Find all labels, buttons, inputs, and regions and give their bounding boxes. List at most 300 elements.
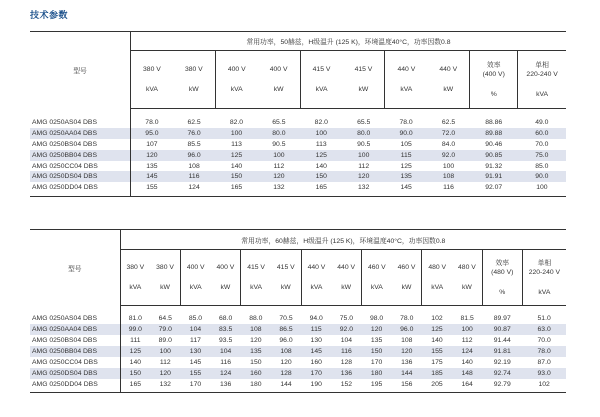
value-cell: 116 — [331, 346, 361, 357]
value-cell: 140 — [431, 337, 443, 345]
header-spacer — [121, 272, 151, 283]
value-cell: 108 — [241, 324, 271, 335]
value-cell: 81.0 — [128, 315, 142, 323]
spacer-cell — [30, 193, 130, 196]
column-header — [422, 250, 452, 306]
table-row — [30, 171, 566, 182]
value-cell: 96.0 — [279, 337, 293, 345]
value-cell: 108 — [188, 162, 200, 170]
value-cell: 100 — [258, 150, 300, 161]
efficiency-voltage: (480 V) — [491, 268, 514, 276]
value-cell: 155 — [146, 184, 158, 192]
value-cell: 108 — [271, 346, 301, 357]
model-column-header: 型号 — [30, 32, 130, 109]
value-cell: 135 — [241, 346, 271, 357]
value-cell: 165 — [230, 184, 243, 192]
value-cell: 68.0 — [219, 315, 233, 323]
value-cell: 85.5 — [187, 140, 201, 148]
value-cell: 135 — [146, 162, 158, 170]
single-phase-voltage: 220-240 V — [528, 268, 561, 276]
value-cell: 92.0 — [427, 150, 469, 161]
voltage-label: 400 V — [186, 264, 205, 271]
value-cell: 62.5 — [441, 119, 456, 127]
value-cell: 99.0 — [120, 324, 150, 335]
value-cell: 72.0 — [427, 128, 469, 139]
value-cell: 120 — [343, 171, 385, 182]
value-cell: 104 — [180, 324, 210, 335]
unit-label: kVA — [250, 284, 263, 291]
value-cell: 64.5 — [158, 315, 172, 323]
unit-label: kW — [443, 86, 454, 93]
unit-label: kW — [188, 86, 199, 93]
value-cell: 120 — [392, 346, 422, 357]
value-cell: 91.32 — [485, 162, 503, 170]
value-cell: 140 — [129, 359, 142, 366]
value-cell: 136 — [401, 359, 413, 366]
value-cell: 81.5 — [460, 315, 474, 323]
table-row — [30, 346, 566, 357]
voltage-label: 415 V — [354, 66, 373, 73]
value-cell: 86.5 — [271, 324, 301, 335]
header-spacer — [392, 272, 422, 283]
model-cell: AMG 0250AA04 DBS — [30, 128, 130, 139]
column-header — [392, 250, 422, 306]
value-cell: 108 — [401, 337, 413, 345]
value-cell: 100 — [215, 128, 257, 139]
value-cell: 180 — [362, 368, 392, 379]
value-cell: 93.5 — [219, 337, 233, 345]
condition-header: 常用功率，60赫兹，H级温升 (125 K)，环境温度40°C，功率因数0.8 — [120, 230, 566, 250]
value-cell: 156 — [401, 380, 413, 388]
value-cell: 79.0 — [150, 324, 180, 335]
voltage-label: 400 V — [216, 264, 235, 271]
value-cell: 78.0 — [399, 119, 413, 127]
value-cell: 160 — [310, 359, 322, 366]
value-cell: 140 — [461, 359, 473, 366]
value-cell: 185 — [422, 368, 452, 379]
value-cell: 90.0 — [385, 128, 427, 139]
value-cell: 113 — [231, 140, 242, 148]
condition-header: 常用功率，50赫兹，H级温升 (125 K)，环境温度40°C，功率因数0.8 — [130, 32, 566, 51]
value-cell: 78.0 — [145, 119, 159, 127]
value-cell: 91.81 — [482, 346, 522, 357]
value-cell: 150 — [120, 368, 150, 379]
header-spacer — [131, 74, 173, 85]
unit-label: kW — [160, 284, 170, 291]
voltage-label: 440 V — [307, 264, 326, 271]
value-cell: 175 — [431, 359, 443, 366]
efficiency-header — [482, 250, 522, 306]
value-cell: 125 — [300, 150, 342, 161]
unit-label: kW — [358, 86, 369, 93]
table-row — [30, 161, 566, 172]
header-spacer — [150, 272, 180, 283]
value-cell: 80.0 — [258, 128, 300, 139]
model-cell: AMG 0250BS04 DBS — [30, 139, 130, 150]
model-cell: AMG 0250DD04 DBS — [30, 379, 120, 390]
column-header — [130, 51, 172, 109]
value-cell: 70.0 — [537, 337, 551, 345]
value-cell: 112 — [461, 337, 473, 345]
value-cell: 89.88 — [470, 128, 518, 139]
voltage-label: 440 V — [439, 66, 458, 73]
voltage-label: 380 V — [143, 66, 161, 73]
value-cell: 155 — [180, 368, 210, 379]
single-phase-header — [522, 250, 566, 306]
spacer-cell — [130, 109, 566, 118]
value-cell: 90.85 — [470, 150, 518, 161]
value-cell: 128 — [340, 359, 353, 366]
value-cell: 102 — [431, 315, 443, 323]
table-row — [30, 118, 566, 129]
value-cell: 100 — [300, 128, 342, 139]
value-cell: 132 — [159, 380, 171, 388]
model-cell: AMG 0250DS04 DBS — [30, 368, 120, 379]
efficiency-header — [470, 51, 518, 109]
efficiency-label: 效率 — [486, 61, 501, 69]
value-cell: 100 — [536, 184, 548, 192]
unit-label: kVA — [129, 284, 142, 291]
value-cell: 132 — [358, 184, 370, 192]
value-cell: 75.0 — [339, 315, 354, 323]
value-cell: 96.0 — [392, 324, 422, 335]
value-cell: 120 — [258, 171, 300, 182]
value-cell: 95.0 — [130, 128, 172, 139]
unit-label: kVA — [400, 86, 413, 93]
value-cell: 165 — [315, 184, 327, 192]
value-cell: 70.5 — [279, 315, 293, 323]
column-header — [331, 250, 361, 306]
table-row — [30, 139, 566, 150]
value-cell: 75.0 — [518, 150, 566, 161]
header-row-condition — [30, 230, 566, 250]
value-cell: 89.0 — [158, 337, 172, 345]
model-cell: AMG 0250BB04 DBS — [30, 150, 130, 161]
single-phase-label: 单相 — [535, 61, 549, 69]
value-cell: 107 — [146, 140, 158, 148]
value-cell: 115 — [301, 324, 331, 335]
table-row — [30, 368, 566, 379]
model-cell: AMG 0250AS04 DBS — [30, 118, 130, 129]
value-cell: 112 — [159, 359, 171, 366]
header-row-condition — [30, 32, 566, 51]
value-cell: 87.0 — [537, 359, 551, 366]
table-row — [30, 324, 566, 335]
value-cell: 78.0 — [400, 315, 414, 323]
value-cell: 111 — [130, 337, 141, 345]
column-header — [427, 51, 469, 109]
column-header — [215, 51, 257, 109]
voltage-label: 400 V — [227, 66, 246, 73]
voltage-label: 460 V — [367, 264, 386, 271]
value-cell: 85.0 — [188, 315, 203, 323]
value-cell: 91.91 — [470, 171, 518, 182]
value-cell: 78.0 — [522, 346, 566, 357]
value-cell: 145 — [301, 346, 331, 357]
column-header — [211, 250, 241, 306]
value-cell: 90.5 — [272, 140, 286, 148]
header-spacer — [362, 272, 392, 283]
value-cell: 49.0 — [535, 119, 549, 127]
efficiency-unit: % — [490, 90, 497, 98]
value-cell: 98.0 — [369, 315, 384, 323]
spacer-cell — [120, 306, 566, 314]
value-cell: 120 — [150, 368, 180, 379]
spacer-row — [30, 193, 566, 196]
value-cell: 93.0 — [522, 368, 566, 379]
value-cell: 116 — [173, 171, 215, 182]
column-header — [241, 250, 271, 306]
value-cell: 112 — [358, 162, 370, 170]
value-cell: 145 — [130, 171, 172, 182]
value-cell: 136 — [219, 380, 232, 388]
header-spacer — [173, 74, 215, 85]
spec-table-60hz — [30, 229, 566, 393]
column-header — [385, 51, 427, 109]
spacer-row — [30, 390, 566, 393]
model-cell: AMG 0250CC04 DBS — [30, 161, 130, 172]
value-cell: 195 — [370, 380, 383, 388]
value-cell: 170 — [370, 359, 383, 366]
value-cell: 170 — [189, 380, 202, 388]
value-cell: 94.0 — [309, 315, 323, 323]
header-spacer — [302, 272, 332, 283]
header-spacer — [181, 272, 211, 283]
value-cell: 148 — [452, 368, 482, 379]
spacer-cell — [120, 390, 566, 393]
value-cell: 155 — [422, 346, 452, 357]
value-cell: 150 — [362, 346, 392, 357]
table-row — [30, 379, 566, 390]
value-cell: 83.5 — [211, 324, 241, 335]
voltage-label: 400 V — [269, 66, 288, 73]
unit-label: kW — [220, 284, 231, 291]
value-cell: 62.5 — [187, 119, 201, 127]
header-spacer — [452, 272, 482, 283]
column-header — [300, 51, 342, 109]
value-cell: 150 — [250, 359, 262, 366]
header-spacer — [301, 74, 343, 85]
value-cell: 113 — [315, 140, 327, 148]
value-cell: 145 — [189, 359, 202, 366]
value-cell: 130 — [310, 337, 322, 345]
value-cell: 63.0 — [522, 324, 566, 335]
value-cell: 164 — [461, 380, 473, 388]
header-spacer — [241, 272, 271, 283]
table-row — [30, 335, 566, 346]
single-phase-unit: kVA — [538, 288, 551, 296]
table-row — [30, 150, 566, 161]
value-cell: 91.44 — [493, 337, 511, 345]
efficiency-unit: % — [499, 288, 506, 296]
value-cell: 128 — [271, 368, 301, 379]
header-spacer — [211, 272, 241, 283]
value-cell: 135 — [385, 171, 427, 182]
value-cell: 117 — [190, 337, 201, 345]
spacer-cell — [130, 193, 566, 196]
header-spacer — [385, 74, 427, 85]
unit-label: kW — [273, 86, 284, 93]
spacer-cell — [30, 306, 120, 314]
value-cell: 60.0 — [518, 128, 566, 139]
unit-label: kW — [341, 284, 352, 291]
table-row — [30, 128, 566, 139]
unit-label: kVA — [310, 284, 323, 291]
header-spacer — [216, 74, 258, 85]
unit-label: kVA — [189, 284, 202, 291]
value-cell: 105 — [400, 140, 412, 148]
value-cell: 88.86 — [485, 119, 503, 127]
unit-label: kVA — [370, 284, 383, 291]
value-cell: 92.0 — [331, 324, 361, 335]
header-spacer — [518, 79, 566, 90]
model-cell: AMG 0250AA04 DBS — [30, 324, 120, 335]
value-cell: 136 — [331, 368, 361, 379]
value-cell: 51.0 — [537, 315, 551, 323]
value-cell: 88.0 — [249, 315, 263, 323]
column-header — [173, 51, 215, 109]
value-cell: 82.0 — [314, 119, 328, 127]
value-cell: 120 — [130, 150, 172, 161]
voltage-label: 415 V — [312, 66, 331, 73]
single-phase-unit: kVA — [536, 90, 549, 98]
value-cell: 92.79 — [493, 380, 511, 388]
header-spacer — [483, 277, 522, 288]
column-header — [362, 250, 392, 306]
value-cell: 120 — [280, 359, 292, 366]
value-cell: 124 — [211, 368, 241, 379]
value-cell: 144 — [280, 380, 292, 388]
table-row — [30, 314, 566, 325]
value-cell: 90.0 — [518, 171, 566, 182]
value-cell: 152 — [340, 380, 353, 388]
single-phase-label: 单相 — [537, 259, 552, 267]
voltage-label: 480 V — [458, 264, 476, 271]
header-spacer — [470, 79, 517, 90]
unit-label: kVA — [315, 86, 328, 93]
value-cell: 150 — [215, 171, 257, 182]
value-cell: 96.0 — [173, 150, 215, 161]
value-cell: 102 — [538, 380, 550, 388]
value-cell: 170 — [301, 368, 331, 379]
value-cell: 90.87 — [482, 324, 522, 335]
value-cell: 70.0 — [535, 140, 549, 148]
spacer-row — [30, 306, 566, 314]
value-cell: 180 — [250, 380, 262, 388]
voltage-label: 460 V — [397, 264, 416, 271]
efficiency-voltage: (400 V) — [482, 70, 505, 78]
unit-label: kVA — [230, 86, 243, 93]
voltage-label: 440 V — [397, 66, 416, 73]
value-cell: 116 — [220, 359, 232, 366]
value-cell: 108 — [427, 171, 469, 182]
column-header — [120, 250, 150, 306]
voltage-label: 380 V — [126, 264, 145, 271]
model-cell: AMG 0250BS04 DBS — [30, 335, 120, 346]
value-cell: 100 — [442, 162, 455, 170]
value-cell: 140 — [230, 162, 243, 170]
value-cell: 145 — [400, 184, 412, 192]
model-column-header: 型号 — [30, 230, 120, 306]
model-cell: AMG 0250DS04 DBS — [30, 171, 130, 182]
header-spacer — [331, 272, 361, 283]
value-cell: 124 — [452, 346, 482, 357]
table-row — [30, 357, 566, 368]
value-cell: 132 — [273, 184, 285, 192]
page-title: 技术参数 — [30, 10, 69, 20]
value-cell: 89.97 — [493, 315, 511, 323]
value-cell: 120 — [250, 337, 262, 345]
voltage-label: 380 V — [156, 264, 174, 271]
value-cell: 100 — [150, 346, 180, 357]
value-cell: 116 — [443, 184, 454, 192]
value-cell: 135 — [370, 337, 383, 345]
value-cell: 125 — [422, 324, 452, 335]
value-cell: 124 — [188, 184, 200, 192]
header-spacer — [271, 272, 301, 283]
header-spacer — [422, 272, 452, 283]
value-cell: 125 — [215, 150, 257, 161]
unit-label: kVA — [145, 86, 158, 93]
header-spacer — [523, 277, 566, 288]
header-spacer — [258, 74, 300, 85]
header-spacer — [427, 74, 469, 85]
value-cell: 144 — [392, 368, 422, 379]
value-cell: 82.0 — [229, 119, 244, 127]
value-cell: 90.46 — [485, 140, 503, 148]
column-header — [271, 250, 301, 306]
voltage-label: 380 V — [184, 66, 203, 73]
model-cell: AMG 0250BB04 DBS — [30, 346, 120, 357]
value-cell: 90.5 — [357, 140, 371, 148]
value-cell: 140 — [315, 162, 327, 170]
value-cell: 92.07 — [485, 184, 503, 192]
value-cell: 92.74 — [482, 368, 522, 379]
value-cell: 165 — [129, 380, 142, 388]
column-header — [452, 250, 482, 306]
column-header — [180, 250, 210, 306]
value-cell: 130 — [180, 346, 210, 357]
value-cell: 104 — [340, 337, 353, 345]
value-cell: 100 — [343, 150, 385, 161]
spacer-cell — [30, 109, 130, 118]
header-spacer — [343, 74, 385, 85]
column-header — [343, 51, 385, 109]
value-cell: 65.5 — [272, 119, 286, 127]
value-cell: 190 — [310, 380, 322, 388]
unit-label: kVA — [431, 284, 444, 291]
table-row — [30, 182, 566, 193]
value-cell: 205 — [431, 380, 443, 388]
column-header — [258, 51, 300, 109]
single-phase-header — [518, 51, 566, 109]
spacer-cell — [30, 390, 120, 393]
model-cell: AMG 0250AS04 DBS — [30, 314, 120, 325]
model-cell: AMG 0250CC04 DBS — [30, 357, 120, 368]
value-cell: 100 — [452, 324, 482, 335]
value-cell: 115 — [385, 150, 427, 161]
value-cell: 150 — [300, 171, 342, 182]
column-header — [150, 250, 180, 306]
model-cell: AMG 0250DD04 DBS — [30, 182, 130, 193]
value-cell: 160 — [241, 368, 271, 379]
value-cell: 120 — [362, 324, 392, 335]
value-cell: 85.0 — [535, 162, 549, 170]
unit-label: kW — [401, 284, 412, 291]
value-cell: 112 — [273, 162, 285, 170]
voltage-label: 480 V — [428, 264, 447, 271]
value-cell: 76.0 — [173, 128, 215, 139]
